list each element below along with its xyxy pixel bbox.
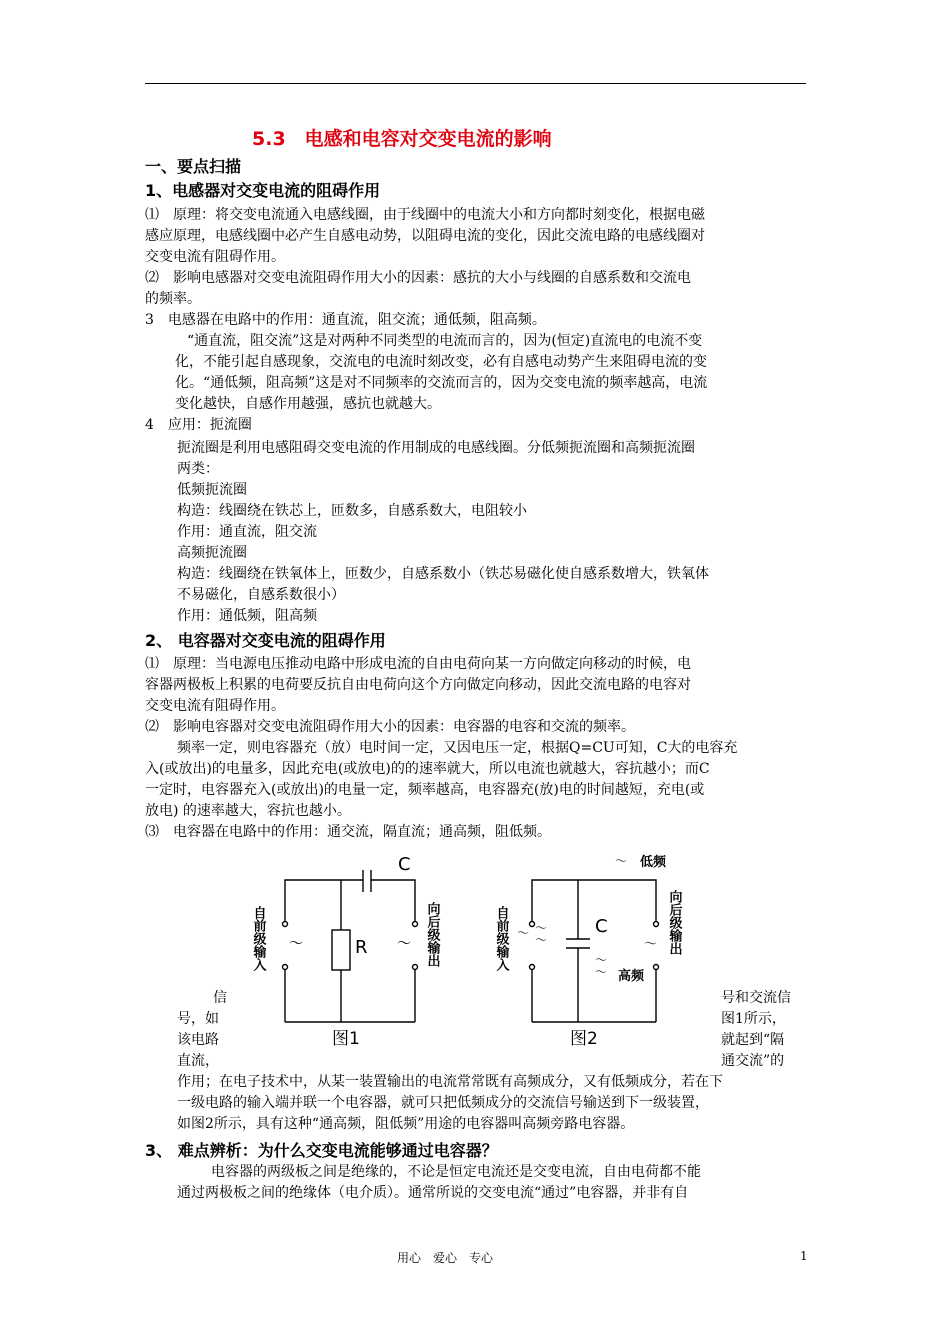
header-rule xyxy=(145,83,806,84)
fig2-wave-high-2: ～ xyxy=(595,965,608,979)
page-number: 1 xyxy=(800,1249,808,1263)
fig2-input-label: 自前级输入 xyxy=(493,906,509,971)
paragraph-capacitor-explain: 频率一定，则电容器充（放）电时间一定，又因电压一定，根据Q=CU可知，C大的电容充 入(或放出)的电量多，因此充电(或放电)的的速率就大，所以电流也就越大，容抗越小；而C 一定时，电容器充入(或放出)的电量一定，频率越高，电容器充(放)电的时间越短，充电(或 放电) 的速率越大，容抗也越小。 xyxy=(145,740,738,819)
wrap-text-left: 信 号，如 该电路 直流， xyxy=(177,990,227,1069)
paragraph-choke-heading: 4 应用：扼流圈 xyxy=(145,417,252,433)
fig2-output-label: 向后级输出 xyxy=(666,890,682,955)
paragraph-capacitor-role: ⑶ 电容器在电路中的作用：通交流，隔直流；通高频，阻低频。 xyxy=(145,824,551,840)
page-title: 5.3 电感和电容对交变电流的影响 xyxy=(252,128,552,150)
subheading-inductor: 1、电感器对交变电流的阻碍作用 xyxy=(145,181,381,200)
subheading-difficulty: 3、 难点辨析：为什么交变电流能够通过电容器？ xyxy=(145,1141,498,1160)
fig2-wave-low: ～ xyxy=(615,854,628,868)
paragraph-inductor-explain: “通直流，阻交流”这是对两种不同类型的电流而言的，因为(恒定)直流电的电流不变 化，不能引起自感现象，交流电的电流时刻改变，必有自感电动势产生来阻碍电流的变 化。“通低频，阻高频”这是对不同频率的交流而言的，因为交变电流的频率越高，电流 变化越快，自感作用越强，感抗也就越大。 xyxy=(175,333,708,412)
fig2-wave-high-1: ～ xyxy=(595,953,608,967)
fig1-input-label: 自前级输入 xyxy=(250,906,266,971)
fig1-output-label: 向后级输出 xyxy=(424,902,440,967)
paragraph-inductor-factors: ⑵ 影响电感器对交变电流阻碍作用大小的因素：感抗的大小与线圈的自感系数和交流电 的频率。 xyxy=(145,270,691,307)
paragraph-difficulty: 电容器的两级板之间是绝缘的，不论是恒定电流还是交变电流，自由电荷都不能 通过两极板之间的绝缘体（电介质）。通常所说的交变电流“通过”电容器，并非有自 xyxy=(177,1164,701,1201)
paragraph-bypass-capacitor: 作用；在电子技术中，从某一装置输出的电流常常既有高频成分，又有低频成分，若在下 一级电路的输入端并联一个电容器，就可只把低频成分的交流信号输送到下一级装置， 如图2所示，具有这种“通高频，阻低频”用途的电容器叫高频旁路电容器。 xyxy=(177,1074,723,1132)
figure-2-circuit xyxy=(530,880,659,1022)
paragraph-capacitor-principle: ⑴ 原理：当电源电压推动电路中形成电流的自由电荷向某一方向做定向移动的时候，电 容器两极板上积累的电荷要反抗自由电荷向这个方向做定向移动，因此交流电路的电容对 交变电流有阻碍作用。 xyxy=(145,656,691,714)
fig1-resistor-label: R xyxy=(355,937,368,958)
section-heading: 一、要点扫描 xyxy=(145,157,242,176)
fig2-wave-in-2: ～ xyxy=(535,921,548,935)
paragraph-capacitor-factors: ⑵ 影响电容器对交变电流阻碍作用大小的因素：电容器的电容和交流的频率。 xyxy=(145,719,635,735)
fig1-caption: 图1 xyxy=(332,1029,360,1049)
fig2-wave-in-1: ～ xyxy=(517,926,530,940)
circuit-figures xyxy=(245,852,705,1052)
paragraph-choke-detail: 扼流圈是利用电感阻碍交变电流的作用制成的电感线圈。分低频扼流圈和高频扼流圈 两类： 低频扼流圈 构造：线圈绕在铁芯上，匝数多，自感系数大，电阻较小 作用：通直流，阻交流 高频扼流圈 构造：线圈绕在铁氧体上，匝数少，自感系数小（铁芯易磁化使自感系数增大，铁氧体 不易磁化，自感系数很小） 作用：通低频，阻高频 xyxy=(177,440,709,624)
fig1-wave-in: ～ xyxy=(289,936,303,952)
wrap-text-right: 号和交流信 图1所示， 就起到“隔 通交流”的 xyxy=(721,990,791,1069)
fig1-capacitor-label: C xyxy=(398,854,411,875)
footer-text: 用心 爱心 专心 xyxy=(397,1251,494,1265)
fig2-capacitor-label: C xyxy=(595,916,608,937)
paragraph-inductor-role: 3 电感器在电路中的作用：通直流，阻交流；通低频，阻高频。 xyxy=(145,312,546,328)
fig1-wave-out: ～ xyxy=(397,936,411,952)
fig2-high-freq-label: 高频 xyxy=(618,969,645,984)
fig2-wave-in-3: ～ xyxy=(535,933,548,947)
paragraph-inductor-principle: ⑴ 原理：将交变电流通入电感线圈，由于线圈中的电流大小和方向都时刻变化，根据电磁 感应原理，电感线圈中必产生自感电动势，以阻碍电流的变化，因此交流电路的电感线圈对 交变电流有阻碍作用。 xyxy=(145,207,705,265)
fig2-caption: 图2 xyxy=(570,1029,598,1049)
fig2-wave-out: ～ xyxy=(644,937,658,952)
fig2-low-freq-label: 低频 xyxy=(640,855,667,870)
subheading-capacitor: 2、 电容器对交变电流的阻碍作用 xyxy=(145,631,386,650)
